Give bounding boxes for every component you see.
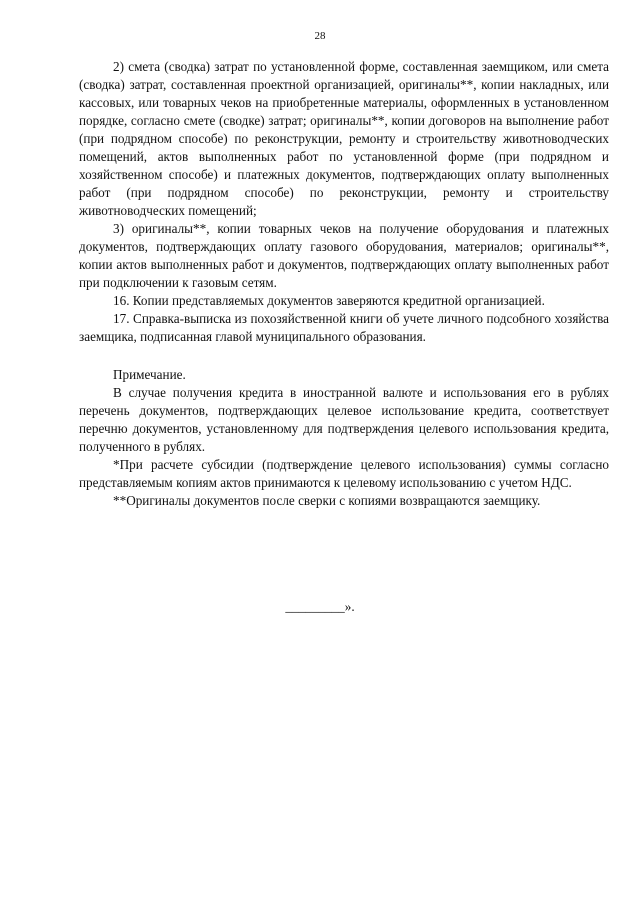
list-item-2: 2) смета (сводка) затрат по установленной форме, составленная заемщиком, или смета (сводка) затрат, составленная проектной организацией, оригиналы**, копии накладных, или кассовых, или товарных чеков на приобретенные материалы, оформленных в установленном порядке, согласно смете (сводке) затрат; оригиналы**, копии договоров на выполнение работ (при подрядном способе) по реконструкции, ремонту и строительству животноводческих помещений, актов выполненных работ по установленной форме (при подрядном и хозяйственном способе) и платежных документов, подтверждающих оплату выполненных работ (при подрядном способе) по реконструкции, ремонту и строительству животноводческих помещений; xyxy=(79,59,609,218)
note-paragraph-currency: В случае получения кредита в иностранной валюте и использования его в рублях перечень документов, подтверждающих целевое использование кредита, соответствует перечню документов, установленному для подтверждения целевого использования кредита, полученного в рублях. xyxy=(79,385,609,454)
clause-17: 17. Справка-выписка из похозяйственной книги об учете личного подсобного хозяйства заемщика, подписанная главой муниципального образования. xyxy=(79,311,609,344)
note-heading: Примечание. xyxy=(113,367,186,382)
note-paragraph-originals: **Оригиналы документов после сверки с копиями возвращаются заемщику. xyxy=(113,493,541,508)
note-paragraph-vat: *При расчете субсидии (подтверждение целевого использования) суммы согласно представляемым копиям актов принимаются к целевому использованию с учетом НДС. xyxy=(79,457,609,490)
document-body xyxy=(79,58,609,510)
page-number: 28 xyxy=(314,30,326,42)
clause-16: 16. Копии представляемых документов заверяются кредитной организацией. xyxy=(113,293,545,308)
list-item-3: 3) оригиналы**, копии товарных чеков на получение оборудования и платежных документов, подтверждающих оплату газового оборудования, материалов; оригиналы**, копии актов выполненных работ и документов, подтверждающих оплату выполненных работ при подключении к газовым сетям. xyxy=(79,221,609,290)
closing-line: _________». xyxy=(285,599,355,614)
